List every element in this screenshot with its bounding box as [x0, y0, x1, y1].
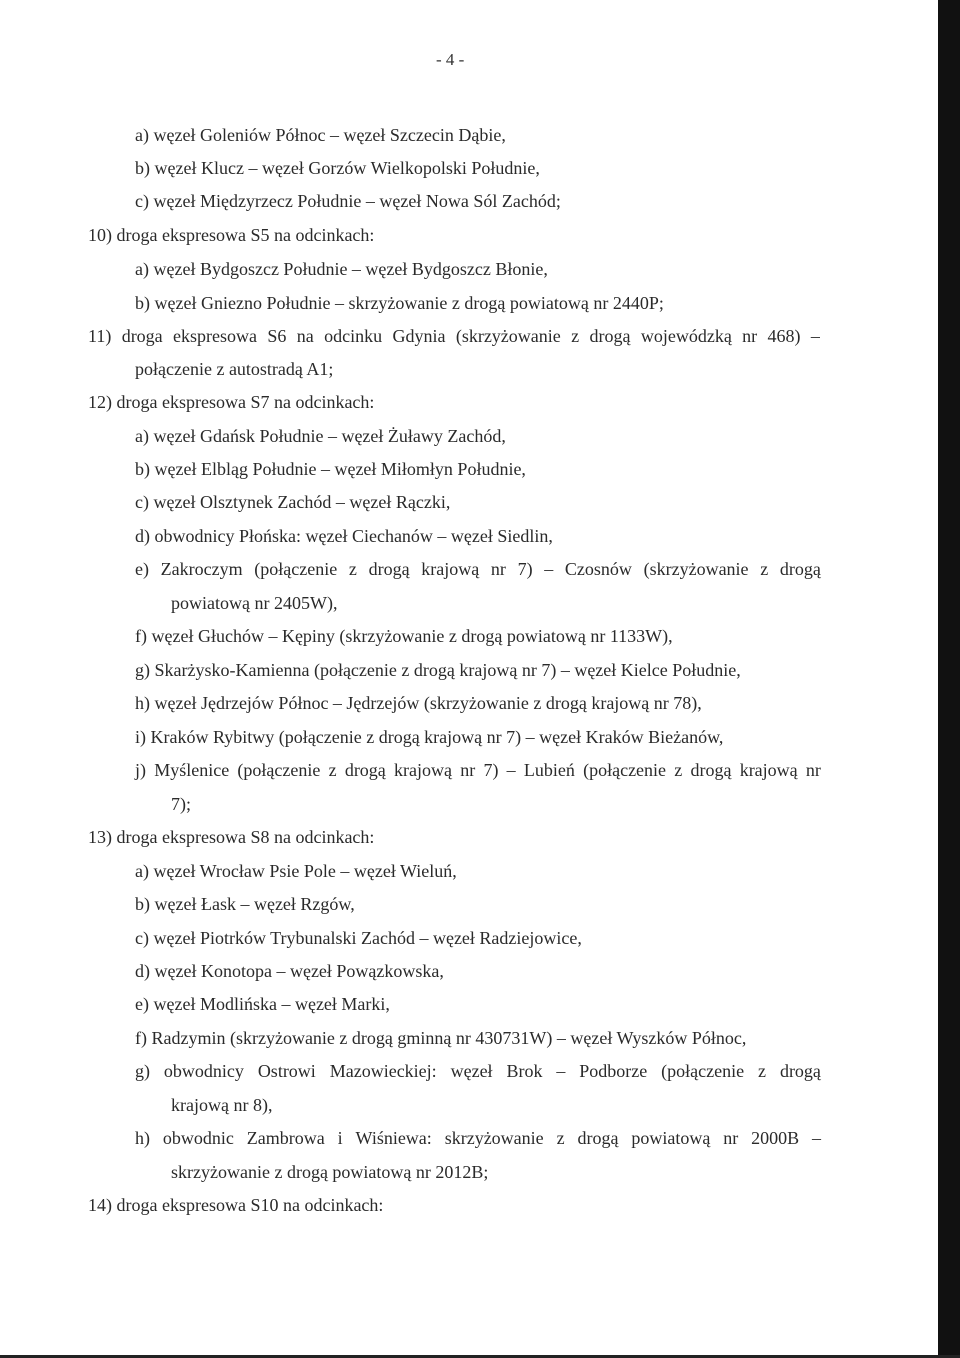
word: nr — [805, 760, 821, 780]
word: 7) — [517, 559, 533, 579]
text-line: b) węzeł Klucz – węzeł Gorzów Wielkopolski Południe, — [135, 158, 540, 178]
word: nr — [490, 559, 506, 579]
word: (połączenie — [254, 559, 338, 579]
text-line: e) węzeł Modlińska – węzeł Marki, — [135, 994, 390, 1014]
text-line: krajową nr 8), — [171, 1095, 273, 1115]
word: drogą — [589, 326, 631, 346]
text-line: 12) droga ekspresowa S7 na odcinkach: — [88, 392, 375, 412]
word: Brok — [506, 1061, 543, 1081]
word: (skrzyżowanie — [643, 559, 749, 579]
word: j) — [135, 760, 146, 780]
text-line — [88, 325, 820, 347]
word: drogą — [577, 1128, 619, 1148]
word: e) — [135, 559, 149, 579]
text-line: b) węzeł Elbląg Południe – węzeł Miłomłyn Południe, — [135, 459, 526, 479]
word: Mazowieckiej: — [329, 1061, 437, 1081]
text-line: b) węzeł Łask – węzeł Rzgów, — [135, 894, 355, 914]
word: wojewódzką — [640, 326, 732, 346]
word: h) — [135, 1128, 150, 1148]
word: z — [348, 559, 357, 579]
text-line: f) Radzymin (skrzyżowanie z drogą gminną nr 430731W) – węzeł Wyszków Północ, — [135, 1028, 747, 1048]
word: Wiśniewa: — [355, 1128, 432, 1148]
word: 11) — [88, 326, 112, 346]
text-line: f) węzeł Głuchów – Kępiny (skrzyżowanie z drogą powiatową nr 1133W), — [135, 626, 673, 646]
word: Podborze — [579, 1061, 648, 1081]
word: Czosnów — [564, 559, 632, 579]
text-line: c) węzeł Piotrków Trybunalski Zachód – węzeł Radziejowice, — [135, 928, 582, 948]
word: (połączenie — [661, 1061, 745, 1081]
word: drogą — [690, 760, 732, 780]
word: g) — [135, 1061, 150, 1081]
word: ekspresowa — [173, 326, 258, 346]
word: Lubień — [523, 760, 575, 780]
text-line — [135, 558, 821, 580]
word: – — [812, 1128, 821, 1148]
word: Myślenice — [154, 760, 230, 780]
word: Ostrowi — [257, 1061, 316, 1081]
page-number: - 4 - — [436, 50, 465, 69]
word: (skrzyżowanie — [455, 326, 561, 346]
word: drogą — [368, 559, 410, 579]
text-line: a) węzeł Wrocław Psie Pole – węzeł Wieluń, — [135, 861, 457, 881]
word: powiatową — [631, 1128, 711, 1148]
word: z — [328, 760, 337, 780]
word: odcinku — [324, 326, 383, 346]
word: z — [760, 559, 769, 579]
text-line: 13) droga ekspresowa S8 na odcinkach: — [88, 827, 375, 847]
word: z — [556, 1128, 565, 1148]
text-line: c) węzeł Olsztynek Zachód – węzeł Rączki, — [135, 492, 451, 512]
scan-edge-right — [938, 0, 960, 1358]
word: drogą — [779, 559, 821, 579]
text-line — [135, 1060, 821, 1082]
text-line: powiatową nr 2405W), — [171, 593, 338, 613]
word: – — [556, 1061, 566, 1081]
text-line: d) obwodnicy Płońska: węzeł Ciechanów – węzeł Siedlin, — [135, 526, 553, 546]
word: krajową — [739, 760, 798, 780]
word: – — [544, 559, 554, 579]
text-line: h) węzeł Jędrzejów Północ – Jędrzejów (skrzyżowanie z drogą krajową nr 78), — [135, 693, 702, 713]
word: 468) — [767, 326, 801, 346]
word: 2000B — [751, 1128, 800, 1148]
word: węzeł — [450, 1061, 493, 1081]
word: obwodnicy — [163, 1061, 244, 1081]
text-line: skrzyżowanie z drogą powiatową nr 2012B; — [171, 1162, 489, 1182]
word: obwodnic — [162, 1128, 234, 1148]
word: nr — [460, 760, 476, 780]
text-line: i) Kraków Rybitwy (połączenie z drogą krajową nr 7) – węzeł Kraków Bieżanów, — [135, 727, 724, 747]
text-line: c) węzeł Międzyrzecz Południe – węzeł Nowa Sól Zachód; — [135, 191, 561, 211]
word: krajową — [394, 760, 452, 780]
word: S6 — [267, 326, 287, 346]
text-line: d) węzeł Konotopa – węzeł Powązkowska, — [135, 961, 444, 981]
word: Gdynia — [392, 326, 446, 346]
word: nr — [742, 326, 758, 346]
word: Zakroczym — [160, 559, 243, 579]
word: drogą — [779, 1061, 821, 1081]
word: z — [571, 326, 580, 346]
word: skrzyżowanie — [444, 1128, 544, 1148]
word: na — [296, 326, 314, 346]
text-line: połączenie z autostradą A1; — [135, 359, 334, 379]
word: drogą — [344, 760, 386, 780]
word: krajową — [421, 559, 480, 579]
word: z — [758, 1061, 767, 1081]
text-line: a) węzeł Gdańsk Południe – węzeł Żuławy Zachód, — [135, 426, 506, 446]
word: i — [337, 1128, 343, 1148]
word: (połączenie — [583, 760, 667, 780]
word: 7) — [483, 760, 499, 780]
word: droga — [121, 326, 163, 346]
text-line: 14) droga ekspresowa S10 na odcinkach: — [88, 1195, 384, 1215]
word: – — [506, 760, 516, 780]
word: – — [810, 326, 820, 346]
text-line: 10) droga ekspresowa S5 na odcinkach: — [88, 225, 375, 245]
text-line: a) węzeł Goleniów Północ – węzeł Szczecin Dąbie, — [135, 125, 506, 145]
text-line — [135, 759, 821, 781]
word: Zambrowa — [246, 1128, 325, 1148]
text-line: b) węzeł Gniezno Południe – skrzyżowanie z drogą powiatową nr 2440P; — [135, 293, 664, 313]
text-line: g) Skarżysko-Kamienna (połączenie z drogą krajową nr 7) – węzeł Kielce Południe, — [135, 660, 741, 680]
word: (połączenie — [237, 760, 321, 780]
word: nr — [723, 1128, 739, 1148]
text-line: 7); — [171, 794, 191, 814]
text-line — [135, 1127, 821, 1149]
word: z — [674, 760, 683, 780]
text-line: a) węzeł Bydgoszcz Południe – węzeł Bydgoszcz Błonie, — [135, 259, 548, 279]
